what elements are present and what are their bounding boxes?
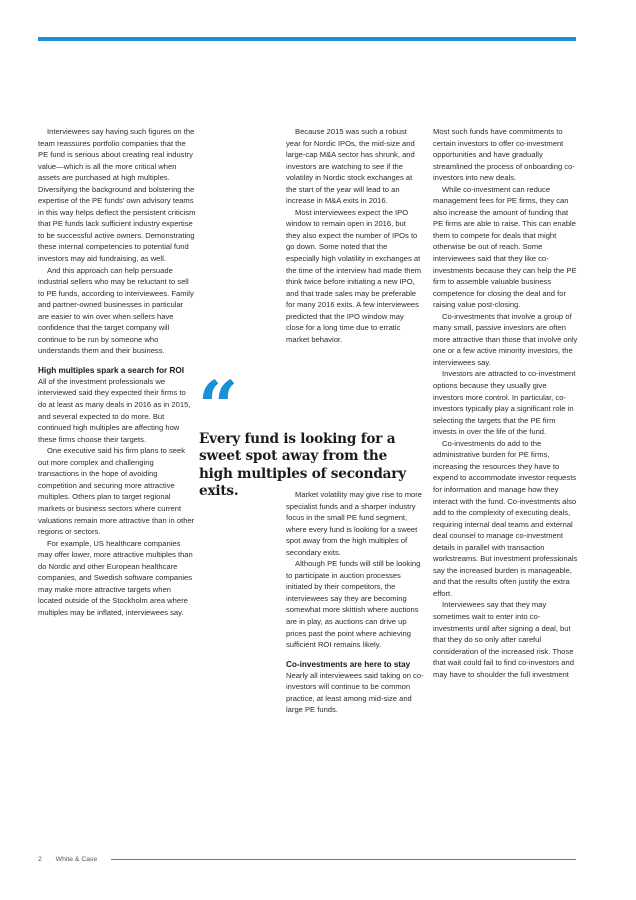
paragraph: Investors are attracted to co-investment options because they usually give investors more control. In particular, co-investors typically play a significant role in selecting the targets that the PE firm invests in over the life of the fund. xyxy=(433,369,576,437)
text-column-2 xyxy=(286,126,422,345)
section-heading-high-multiples: High multiples spark a search for ROI xyxy=(38,365,185,375)
paragraph: And this approach can help persuade industrial sellers who may be reluctant to sell to PE funds, according to interviewees. Family and partner-owned businesses in particular are easier to win over when sellers have confidence that the target company will continue to be run by someone who understands them and their business. xyxy=(38,265,194,356)
paragraph: Most such funds have commitments to certain investors to offer co-investment opportunities and have gradually streamlined the process of onboarding co-investors into new deals. xyxy=(433,127,575,183)
paragraph: For example, US healthcare companies may offer lower, more attractive multiples than do Nordic and other European healthcare companies, and Swedish software companies may make more attractive targets when located outside of the Stockholm area where multiples may be inflated, interviewees say. xyxy=(38,538,193,617)
footer-rule xyxy=(111,859,576,860)
text-column-2-lower xyxy=(286,489,424,716)
paragraph: While co-investment can reduce management fees for PE firms, they can also increase the amount of funding that PE firms are able to raise. This can enable them to compete for deals that might otherwise be out of reach. Some interviewees said that they like co-investments because they can help the PE firm to assemble valuable business competence for closing the deal and for raising value post-closing. xyxy=(433,184,577,310)
quote-mark-icon: “ xyxy=(198,365,239,448)
paragraph: Interviewees say that they may sometimes wait to enter into co-investments until after signing a deal, but that they do so only after careful consideration of the increased risk. Those that wait could fail to find co-investors and may have to shoulder the full investment xyxy=(433,600,574,679)
paragraph: Market volatility may give rise to more specialist funds and a sharper industry focus in the small PE fund segment, where every fund is looking for a sweet spot away from the high multiples of secondary exits. xyxy=(286,490,423,557)
text-column-1 xyxy=(38,126,196,618)
footer-brand: White & Case xyxy=(55,856,98,863)
paragraph: One executive said his firm plans to seek out more complex and challenging transactions in the hope of avoiding competition and securing more attractive multiples. Others plan to target regional markets or business sectors where current valuations remain more attractive than in other regions or sectors. xyxy=(38,446,195,537)
pull-quote: Every fund is looking for a sweet spot away from the high multiples of secondary exits. xyxy=(199,431,406,500)
paragraph: All of the investment professionals we interviewed said they expected their firms to do at least as many deals in 2016 as in 2015, and several expected to do more. But continued high multiples are affecting how these firms choose their targets. xyxy=(38,376,191,444)
paragraph: Most interviewees expect the IPO window to remain open in 2016, but they also expect the number of IPOs to go down. Some noted that the especially high volatility in exchanges at the time of the interview had made them think twice before initiating a new IPO, and that trade sales may be preferable for many 2016 exits. A few interviewees predicted that the IPO window may close for a long time due to erratic market behavior. xyxy=(286,207,422,344)
section-heading-co-investments: Co-investments are here to stay xyxy=(286,659,411,669)
paragraph: Co-investments do add to the administrative burden for PE firms, increasing the resources they have to expend to accommodate investor requests for information and manage how they interact with the fund. Co-investments also add to the complexity of executing deals, requiring internal deal teams and external deal counsel to manage co-investment details in parallel with transaction workstreams. But investment professionals say the increased burden is manageable, and that the results often justify the extra effort. xyxy=(433,438,578,598)
paragraph: Nearly all interviewees said taking on co-investors will continue to be common practice, at least among mid-size and large PE funds. xyxy=(286,670,424,715)
text-column-3 xyxy=(433,126,578,680)
paragraph: Although PE funds will still be looking to participate in auction processes initiated by their competitors, the interviewees say they are becoming somewhat more skittish where auctions are in play, as auctions can drive up prices past the point where achieving sufficient ROI remains likely. xyxy=(286,559,421,650)
paragraph: Co-investments that involve a group of many small, passive investors are often more attractive than those that involve only one or a few active minority investors, the interviewees say. xyxy=(433,311,578,367)
page-number: 2 xyxy=(38,856,42,863)
paragraph: Interviewees say having such figures on the team reassures portfolio companies that the PE fund is serious about creating real industry value—which is all the more critical when assets are purchased at high multiples. Diversifying the background and bolstering the expertise of the PE funds' own advisory teams in this way helps deflect the persistent criticism that PE funds lack sufficient industry expertise to be successful active owners. Demonstrating these internal competencies to potential fund investors may aid fundraising, as well. xyxy=(38,127,196,264)
top-accent-rule xyxy=(38,37,576,41)
paragraph: Because 2015 was such a robust year for Nordic IPOs, the mid-size and large-cap M&A sector has shrunk, and investors are watching to see if the volatility in Nordic stock exchanges at the start of the year will lead to an increase in M&A exits in 2016. xyxy=(286,127,415,206)
page-footer xyxy=(38,855,97,864)
